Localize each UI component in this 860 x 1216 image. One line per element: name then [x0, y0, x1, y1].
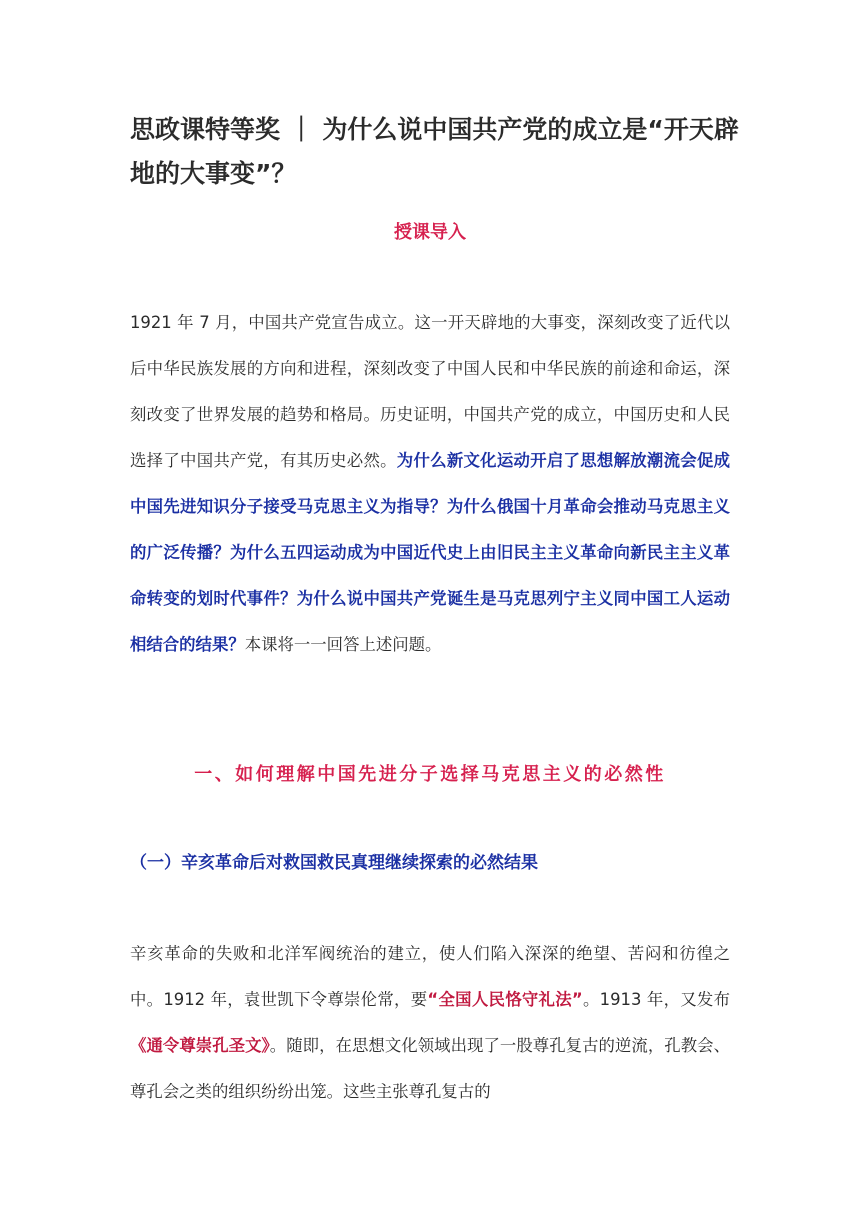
- article-title: 思政课特等奖 ｜ 为什么说中国共产党的成立是“开天辟地的大事变”？: [130, 115, 739, 188]
- intro-text: 1921 年 7 月，中国共产党宣告成立。这一开天辟地的大事变，深刻改变了近代以后中华民族发展的方向和进程，深刻改变了中国人民和中华民族的前途和命运，深刻改变了世界发展的趋势和格局。历史证明，中国共产党的成立，中国历史和人民选择了中国共产党，有其历史必然。: [130, 313, 730, 470]
- para-text-1: 辛亥革命的失败和北洋军阀统治的建立，使人们陷入深深的绝望、苦闷和彷徨之中。1912 年，袁世凯下令尊崇伦常，要: [130, 944, 730, 1009]
- intro-heading: 授课导入: [394, 222, 466, 243]
- intro-tail: 本课将一一回答上述问题。: [244, 635, 442, 654]
- para-text-2: 。1913 年，又发布: [582, 990, 730, 1009]
- section1-paragraph: [130, 931, 730, 1115]
- intro-paragraph: [130, 300, 730, 668]
- quote-highlight: “全国人民恪守礼法”: [427, 990, 583, 1009]
- section1-heading: 一、如何理解中国先进分子选择马克思主义的必然性: [194, 764, 666, 785]
- intro-questions: 为什么新文化运动开启了思想解放潮流会促成中国先进知识分子接受马克思主义为指导？为什么俄国十月革命会推动马克思主义的广泛传播？为什么五四运动成为中国近代史上由旧民主主义革命向新民主主义革命转变的划时代事件？为什么说中国共产党诞生是马克思列宁主义同中国工人运动相结合的结果？: [130, 451, 731, 654]
- decree-highlight: 《通令尊崇孔圣文》: [130, 1036, 270, 1055]
- para-text-3: 。随即，在思想文化领域出现了一股尊孔复古的逆流，孔教会、尊孔会之类的组织纷纷出笼。这些主张尊孔复古的: [130, 1036, 730, 1101]
- subsection1-heading: （一）辛亥革命后对救国救民真理继续探索的必然结果: [130, 853, 538, 873]
